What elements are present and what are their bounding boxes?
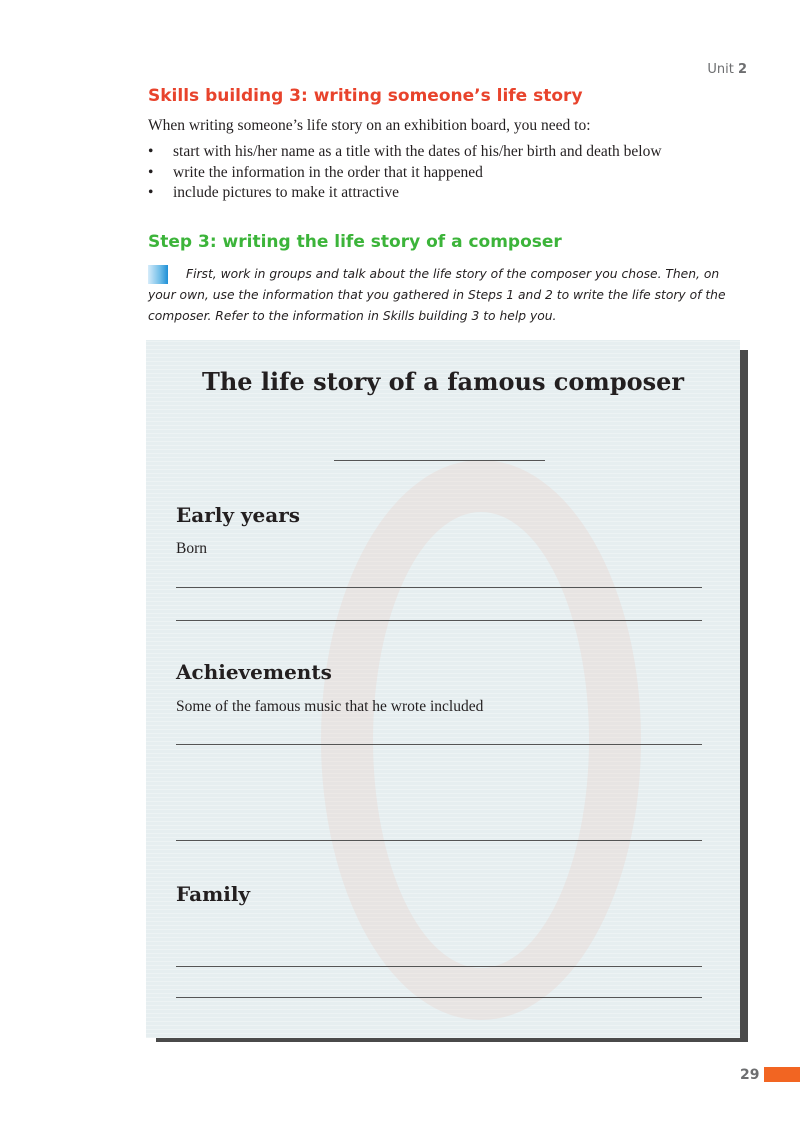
writing-line[interactable] [176,744,702,745]
bullet-item: • write the information in the order that it happened [148,163,662,184]
unit-number: 2 [737,62,747,77]
page-tab [764,1067,800,1082]
section-heading-family: Family [176,882,251,906]
skills-intro: When writing someone’s life story on an exhibition board, you need to: [148,117,591,134]
watermark-ring [321,460,641,1020]
section-heading-early-years: Early years [176,503,301,527]
section-prompt-born: Born [176,540,207,557]
section-prompt-music: Some of the famous music that he wrote included [176,698,484,715]
unit-text: Unit [707,62,734,77]
skills-building-title: Skills building 3: writing someone’s life story [148,86,583,106]
composer-name-line[interactable] [334,460,545,461]
unit-label [707,62,747,77]
bullet-item: • include pictures to make it attractive [148,183,662,204]
step-title: Step 3: writing the life story of a composer [148,232,562,252]
page-number: 29 [740,1067,760,1083]
writing-line[interactable] [176,840,702,841]
writing-line[interactable] [176,620,702,621]
bullet-item: • start with his/her name as a title with the dates of his/her birth and death below [148,142,662,163]
section-heading-achievements: Achievements [176,660,332,684]
skills-bullet-list [148,142,662,204]
writing-line[interactable] [176,587,702,588]
exhibition-board [146,340,740,1038]
writing-line[interactable] [176,997,702,998]
step-instruction: First, work in groups and talk about the life story of the composer you chose. Then, on your own, use the information that you gathered in Steps 1 and 2 to write the life story of the composer. Refer to the information in Skills building 3 to help you. [148,267,726,323]
board-title: The life story of a famous composer [201,367,685,396]
writing-line[interactable] [176,966,702,967]
